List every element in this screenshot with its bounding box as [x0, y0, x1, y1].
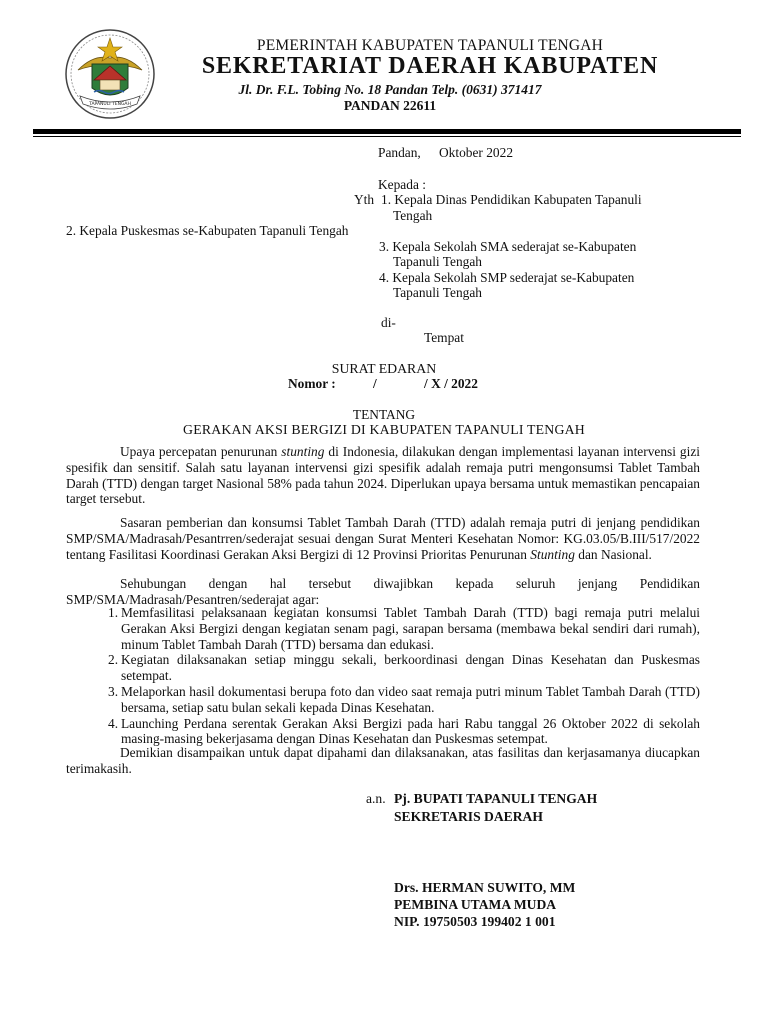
body-paragraph-1: Upaya percepatan penurunan stunting di Indonesia, dilakukan dengan implementasi layanan intervensi gizi spesifik dan sensitif. Salah satu layanan intervensi gizi spesifik adalah remaja putri mengonsumsi Tablet Tambah Darah (TTD) dengan target Nasional 58% pada tahun 2024. Diperlukan upaya bersama untuk memastikan pencapaian target tersebut. [66, 444, 700, 507]
list-item: 3. Melaporkan hasil dokumentasi berupa foto dan video saat remaja putri minum Tablet Tambah Darah (TTD) bersama, setiap satu bulan sekali kepada Dinas Kesehatan. [108, 683, 700, 715]
signature-nip: NIP. 19750503 199402 1 001 [394, 914, 556, 929]
letter-number-label: Nomor : [288, 376, 336, 391]
letterhead-address: Jl. Dr. F.L. Tobing No. 18 Pandan Telp. (0631) 371417 [238, 82, 542, 97]
letterhead-divider-thick [33, 129, 741, 134]
recipient-kepada: Kepada : [378, 177, 426, 192]
body-paragraph-3: Sehubungan dengan hal tersebut diwajibkan kepada seluruh jenjang Pendidikan SMP/SMA/Madrasah/Pesantren/sederajat agar: [66, 576, 700, 607]
recipient-yth: Yth [354, 192, 375, 207]
recipient-4: 4. Kepala Sekolah SMP sederajat se-Kabupaten [379, 270, 635, 285]
recipient-di: di- [381, 315, 396, 330]
recipient-3: 3. Kepala Sekolah SMA sederajat se-Kabupaten [379, 239, 637, 254]
recipient-1: 1. Kepala Dinas Pendidikan Kabupaten Tapanuli [381, 192, 642, 207]
letter-number-slash: / [373, 376, 377, 391]
letter-subject: GERAKAN AKSI BERGIZI DI KABUPATEN TAPANULI TENGAH [183, 422, 585, 437]
letterhead-divider-thin [33, 136, 741, 137]
signature-an: a.n. [366, 791, 386, 806]
signature-office: Pj. BUPATI TAPANULI TENGAH [394, 791, 598, 806]
stunting-italic: Stunting [530, 546, 575, 562]
stunting-italic: stunting [281, 444, 325, 459]
list-item: 4. Launching Perdana serentak Gerakan Aksi Bergizi pada hari Rabu tanggal 26 Oktober 2022 di sekolah masing-masing bekerjasama dengan Dinas Kesehatan dan Puskesmas setempat. [108, 715, 700, 747]
date-place: Pandan, [378, 145, 421, 160]
date-value: Oktober 2022 [439, 145, 514, 160]
list-item: 1. Memfasilitasi pelaksanaan kegiatan konsumsi Tablet Tambah Darah (TTD) bagi remaja putri melalui Gerakan Aksi Bergizi dengan kegiatan senam pagi, sarapan bersama (membawa bekal sendiri dari rumah), minum Tablet Tambah Darah (TTD) bersama dan edukasi. [108, 605, 700, 652]
recipient-2: 2. Kepala Puskesmas se-Kabupaten Tapanuli Tengah [66, 223, 349, 238]
closing-paragraph: Demikian disampaikan untuk dapat dipahami dan dilaksanakan, atas fasilitas dan kerjasamanya diucapkan terimakasih. [66, 745, 700, 776]
svg-text:TAPANULI TENGAH: TAPANULI TENGAH [89, 102, 131, 107]
letter-number-tail: / X / 2022 [424, 376, 478, 391]
recipient-1-cont: Tengah [393, 208, 433, 223]
letter-title: SURAT EDARAN [331, 361, 437, 376]
signature-rank: PEMBINA UTAMA MUDA [394, 897, 557, 912]
letter-about-label: TENTANG [352, 407, 416, 422]
letterhead-city: PANDAN 22611 [343, 98, 437, 113]
recipient-tempat: Tempat [424, 330, 464, 345]
signature-name: Drs. HERMAN SUWITO, MM [394, 880, 576, 895]
list-item: 2. Kegiatan dilaksanakan setiap minggu sekali, berkoordinasi dengan Dinas Kesehatan dan Puskesmas setempat. [108, 652, 700, 684]
instruction-list [110, 605, 700, 747]
letterhead-office: SEKRETARIAT DAERAH KABUPATEN [201, 53, 659, 79]
signature-role: SEKRETARIS DAERAH [394, 809, 543, 824]
letterhead-government: PEMERINTAH KABUPATEN TAPANULI TENGAH [256, 37, 604, 54]
regency-emblem-icon [64, 24, 156, 120]
recipient-4-cont: Tapanuli Tengah [393, 285, 482, 300]
recipient-3-cont: Tapanuli Tengah [393, 254, 482, 269]
body-paragraph-2: Sasaran pemberian dan konsumsi Tablet Tambah Darah (TTD) adalah remaja putri di jenjang pendidikan SMP/SMA/Madrasah/Pesantrren/sederajat sesuai dengan Surat Menteri Kesehatan Nomor: KG.03.05/B.III/517/2022 tentang Fasilitasi Koordinasi Gerakan Aksi Bergizi di 12 Provinsi Prioritas Penurunan Stunting dan Nasional. [66, 515, 700, 562]
